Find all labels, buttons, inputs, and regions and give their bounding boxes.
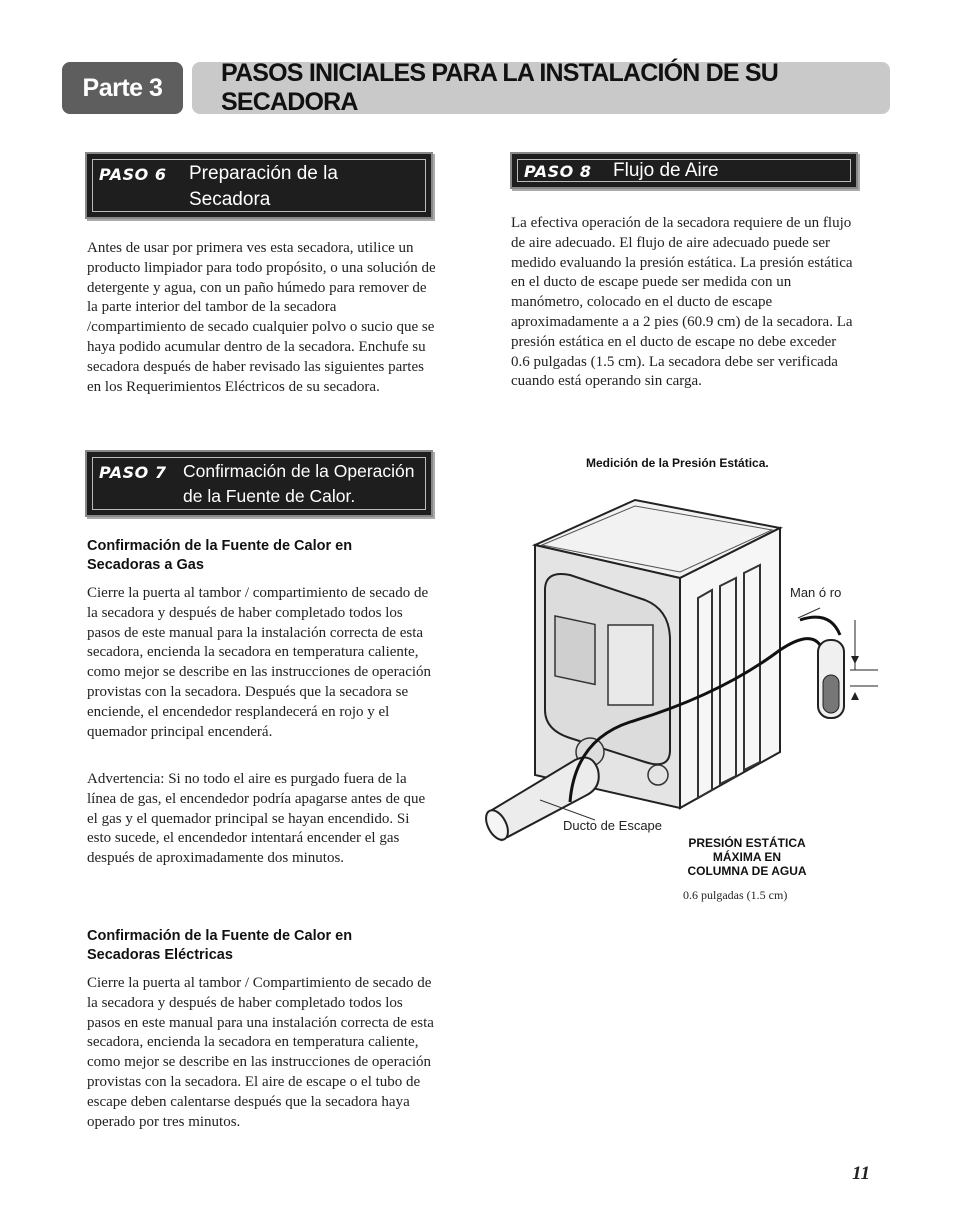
gas-body2: Advertencia: Si no todo el aire es purgado fuera de la línea de gas, el encendedor podría apagarse antes de que el gas y el quemador principal se hayan encendido. Si esto sucede, el encendedor intentará encender el gas después de aproximadamente dos minutos. [87, 771, 426, 867]
step6-title-line2: Secadora [189, 189, 271, 210]
step6-body: Antes de usar por primera ves esta secadora, utilice un producto limpiador para todo propósito, o una solución de detergente y agua, con un paño húmedo para remover de la parte interior del tambor de la secadora /compartimiento de secado cualquier polvo o sucio que se haya podido acumular dentro de la secadora. Enchufe su secadora después de haber revisado las siguientes partes en los Requerimientos Eléctricos de su secadora. [87, 240, 436, 395]
max-line1: PRESIÓN ESTÁTICA [688, 836, 806, 850]
page-number: 11 [852, 1163, 870, 1184]
electric-heading-line1: Confirmación de la Fuente de Calor en [87, 928, 353, 944]
dryer-illustration [480, 490, 880, 850]
step8-header [510, 152, 858, 189]
gas-body1: Cierre la puerta al tambor / compartimiento de secado de la secadora y después de haber completado todos los pasos de este manual para la instalación correcta de esta secadora, encienda la secadora en temperatura caliente, como mejor se describe en las instrucciones de operación provistas con la secadora. Después que la secadora se enciende, el encendedor resplandecerá en rojo y el quemador principal encenderá. [87, 585, 432, 740]
label-duct: Ducto de Escape [563, 818, 663, 833]
gas-heading-line2: Secadoras a Gas [87, 557, 204, 573]
step7-title-line2: de la Fuente de Calor. [183, 486, 356, 506]
gas-heading-line1: Confirmación de la Fuente de Calor en [87, 538, 353, 554]
gas-heading [87, 537, 427, 575]
max-line3: COLUMNA DE AGUA [687, 864, 807, 878]
part-label: Parte 3 [62, 62, 183, 114]
step6-paso: PASO 6 [99, 165, 167, 184]
electric-body: Cierre la puerta al tambor / Compartimiento de secado de la secadora y después de haber completado todos los pasos en este manual para una instalación correcta de esta secadora, encienda la secadora en temperatura caliente, como mejor se describe en las instrucciones de operación provistas con la secadora. El aire de escape o el tubo de escape deben calentarse después que la secadora haya operado por tres minutos. [87, 975, 434, 1130]
step7-paso: PASO 7 [99, 463, 167, 482]
step7-title-line1: Confirmación de la Operación [183, 461, 415, 481]
step8-paso: PASO 8 [524, 162, 592, 181]
max-pressure-label [672, 836, 822, 878]
step8-body: La efectiva operación de la secadora requiere de un flujo de aire adecuado. El flujo de aire adecuado puede ser medido evaluando la presión estática. La presión estática en el ducto de escape puede ser medida con un manómetro, colocado en el ducto de escape aproximadamente a a 2 pies (60.9 cm) de la secadora. La presión estática en el ducto de escape no debe exceder 0.6 pulgadas (1.5 cm). La secadora debe ser verificada cuando está operando sin carga. [511, 215, 853, 390]
step6-title-line1: Preparación de la [189, 163, 338, 184]
label-manometer: Man ó ro [790, 585, 842, 600]
max-value: 0.6 pulgadas (1.5 cm) [683, 888, 788, 902]
step7-header [85, 450, 433, 517]
step8-title: Flujo de Aire [613, 160, 719, 181]
electric-heading [87, 927, 427, 965]
max-line2: MÁXIMA EN [712, 850, 782, 864]
electric-heading-line2: Secadoras Eléctricas [87, 947, 233, 963]
page-title: PASOS INICIALES PARA LA INSTALACIÓN DE SU SECADORA [192, 62, 890, 114]
figure-caption: Medición de la Presión Estática. [586, 456, 769, 470]
step6-header [85, 152, 433, 219]
